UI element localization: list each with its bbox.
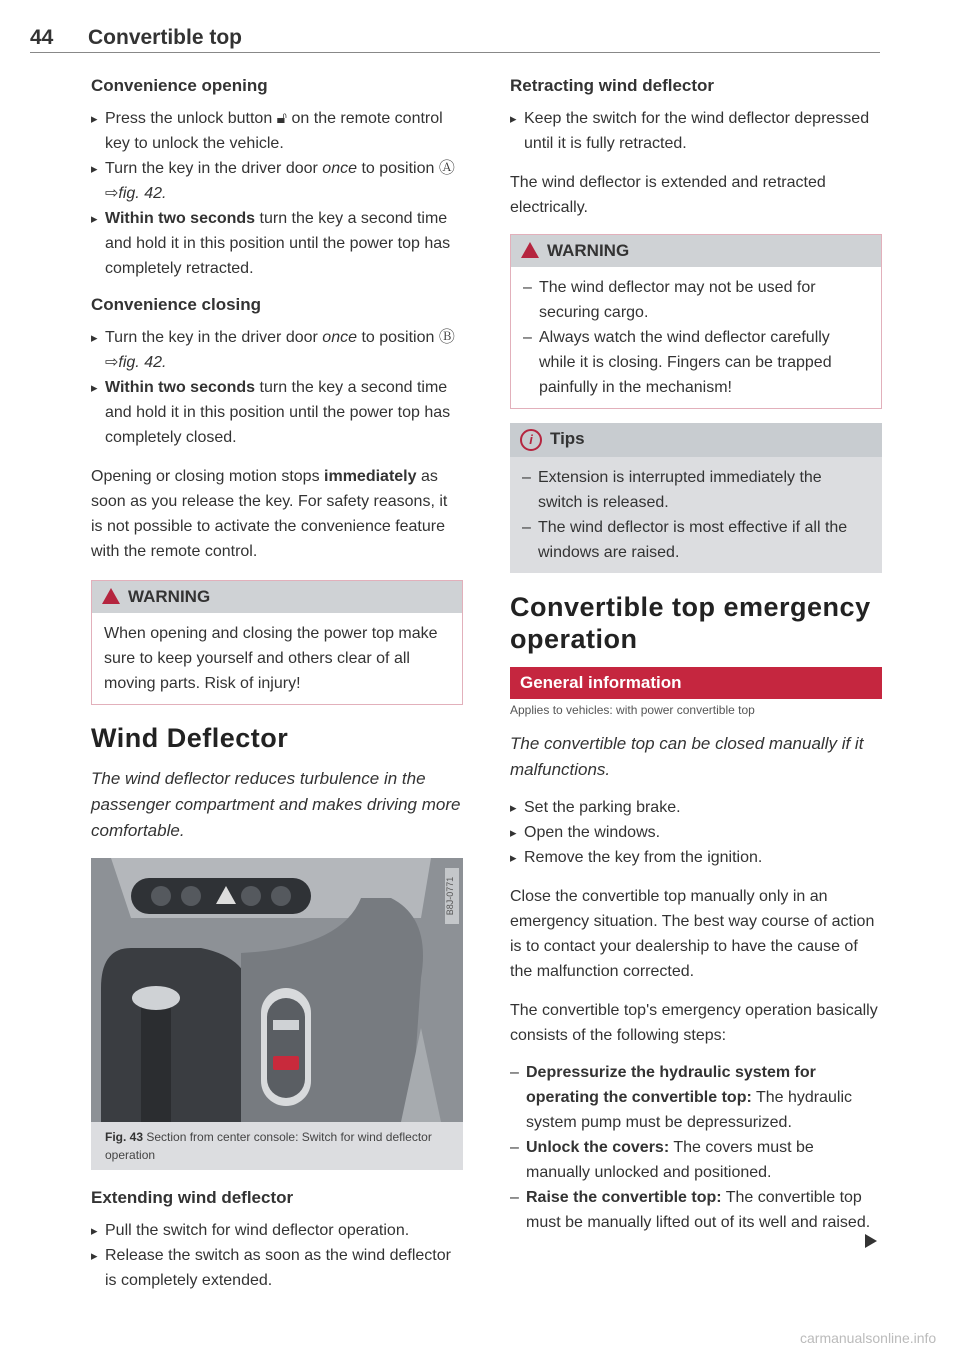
convenience-opening-heading: Convenience opening: [91, 76, 268, 95]
warning-icon: [521, 242, 539, 258]
position-b-icon: Ⓑ: [438, 329, 455, 346]
list-item: ▸ Turn the key in the driver door once to position Ⓑ ⇨fig. 42.: [91, 325, 463, 375]
figure-code: B8J-0771: [445, 876, 455, 916]
tip-item: – The wind deflector is most effective if all the windows are raised.: [522, 515, 870, 565]
figure-caption: Fig. 43 Section from center console: Switch for wind deflector operation: [91, 1122, 463, 1170]
list-item: ▸ Set the parking brake.: [510, 795, 882, 820]
list-item: ▸ Turn the key in the driver door once to position Ⓐ ⇨fig. 42.: [91, 156, 463, 206]
list-item: ▸ Within two seconds turn the key a second time and hold it in this position until the power top has completely retracted.: [91, 206, 463, 281]
emergency-title: Convertible top emergency operation: [510, 592, 871, 654]
stop-paragraph: Opening or closing motion stops immediately as soon as you release the key. For safety reasons, it is not possible to activate the convenience feature with the remote control.: [91, 468, 448, 560]
right-column: [510, 76, 882, 1235]
watermark: carmanualsonline.info: [800, 1330, 937, 1346]
tip-item: – Extension is interrupted immediately the switch is released.: [522, 465, 870, 515]
applies-to: Applies to vehicles: with power convertible top: [510, 703, 755, 717]
convenience-closing-heading: Convenience closing: [91, 295, 262, 314]
warning-item: – The wind deflector may not be used for securing cargo.: [523, 275, 869, 325]
extending-heading: Extending wind deflector: [91, 1188, 294, 1207]
wind-intro: The wind deflector reduces turbulence in the passenger compartment and makes driving more comfortable.: [91, 769, 461, 840]
tips-header: i Tips: [510, 423, 882, 457]
tips-box: [510, 423, 882, 573]
list-item: ▸ Press the unlock button 🔓︎ on the remote control key to unlock the vehicle.: [91, 106, 463, 156]
list-item: ▸ Open the windows.: [510, 820, 882, 845]
retracting-heading: Retracting wind deflector: [510, 76, 715, 95]
retract-paragraph: The wind deflector is extended and retracted electrically.: [510, 174, 826, 216]
info-icon: i: [520, 429, 542, 451]
warning-text: When opening and closing the power top make sure to keep yourself and others clear of all moving parts. Risk of injury!: [104, 625, 438, 692]
unlock-icon: 🔓︎: [276, 110, 288, 127]
general-information-banner: General information: [510, 667, 882, 699]
emergency-step: – Raise the convertible top: The convertible top must be manually lifted out of its well and raised.: [510, 1185, 882, 1235]
emergency-intro: The convertible top can be closed manually if it malfunctions.: [510, 734, 864, 779]
section-title: Convertible top: [88, 26, 243, 49]
page-number: 44: [30, 26, 54, 49]
page-header: [30, 22, 880, 53]
list-item: ▸ Within two seconds turn the key a second time and hold it in this position until the power top has completely closed.: [91, 375, 463, 450]
warning-header: WARNING: [511, 235, 881, 267]
figure-reference[interactable]: ⇨fig. 42.: [105, 354, 167, 371]
list-item: ▸ Pull the switch for wind deflector operation.: [91, 1218, 463, 1243]
warning-icon: [102, 588, 120, 604]
warning-item: – Always watch the wind deflector carefully while it is closing. Fingers can be trapped painfully in the mechanism!: [523, 325, 869, 400]
center-console-image: [91, 858, 463, 1122]
list-item: ▸ Release the switch as soon as the wind deflector is completely extended.: [91, 1243, 463, 1293]
position-a-icon: Ⓐ: [438, 160, 455, 177]
emergency-steps-intro: The convertible top's emergency operation basically consists of the following steps:: [510, 1002, 878, 1044]
wind-deflector-title: Wind Deflector: [91, 723, 289, 753]
continue-arrow-icon[interactable]: [865, 1234, 877, 1248]
warning-box: [91, 580, 463, 705]
figure-reference[interactable]: ⇨fig. 42.: [105, 185, 167, 202]
emergency-step: – Unlock the covers: The covers must be manually unlocked and positioned.: [510, 1135, 882, 1185]
emergency-paragraph: Close the convertible top manually only in an emergency situation. The best way course of action is to contact your dealership to have the cause of the malfunction corrected.: [510, 888, 875, 980]
list-item: ▸ Remove the key from the ignition.: [510, 845, 882, 870]
list-item: ▸ Keep the switch for the wind deflector depressed until it is fully retracted.: [510, 106, 882, 156]
left-column: [91, 76, 463, 1293]
warning-box: [510, 234, 882, 409]
figure-43: [91, 858, 463, 1170]
emergency-step: – Depressurize the hydraulic system for operating the convertible top: The hydraulic system pump must be depressurized.: [510, 1060, 882, 1135]
warning-header: WARNING: [92, 581, 462, 613]
